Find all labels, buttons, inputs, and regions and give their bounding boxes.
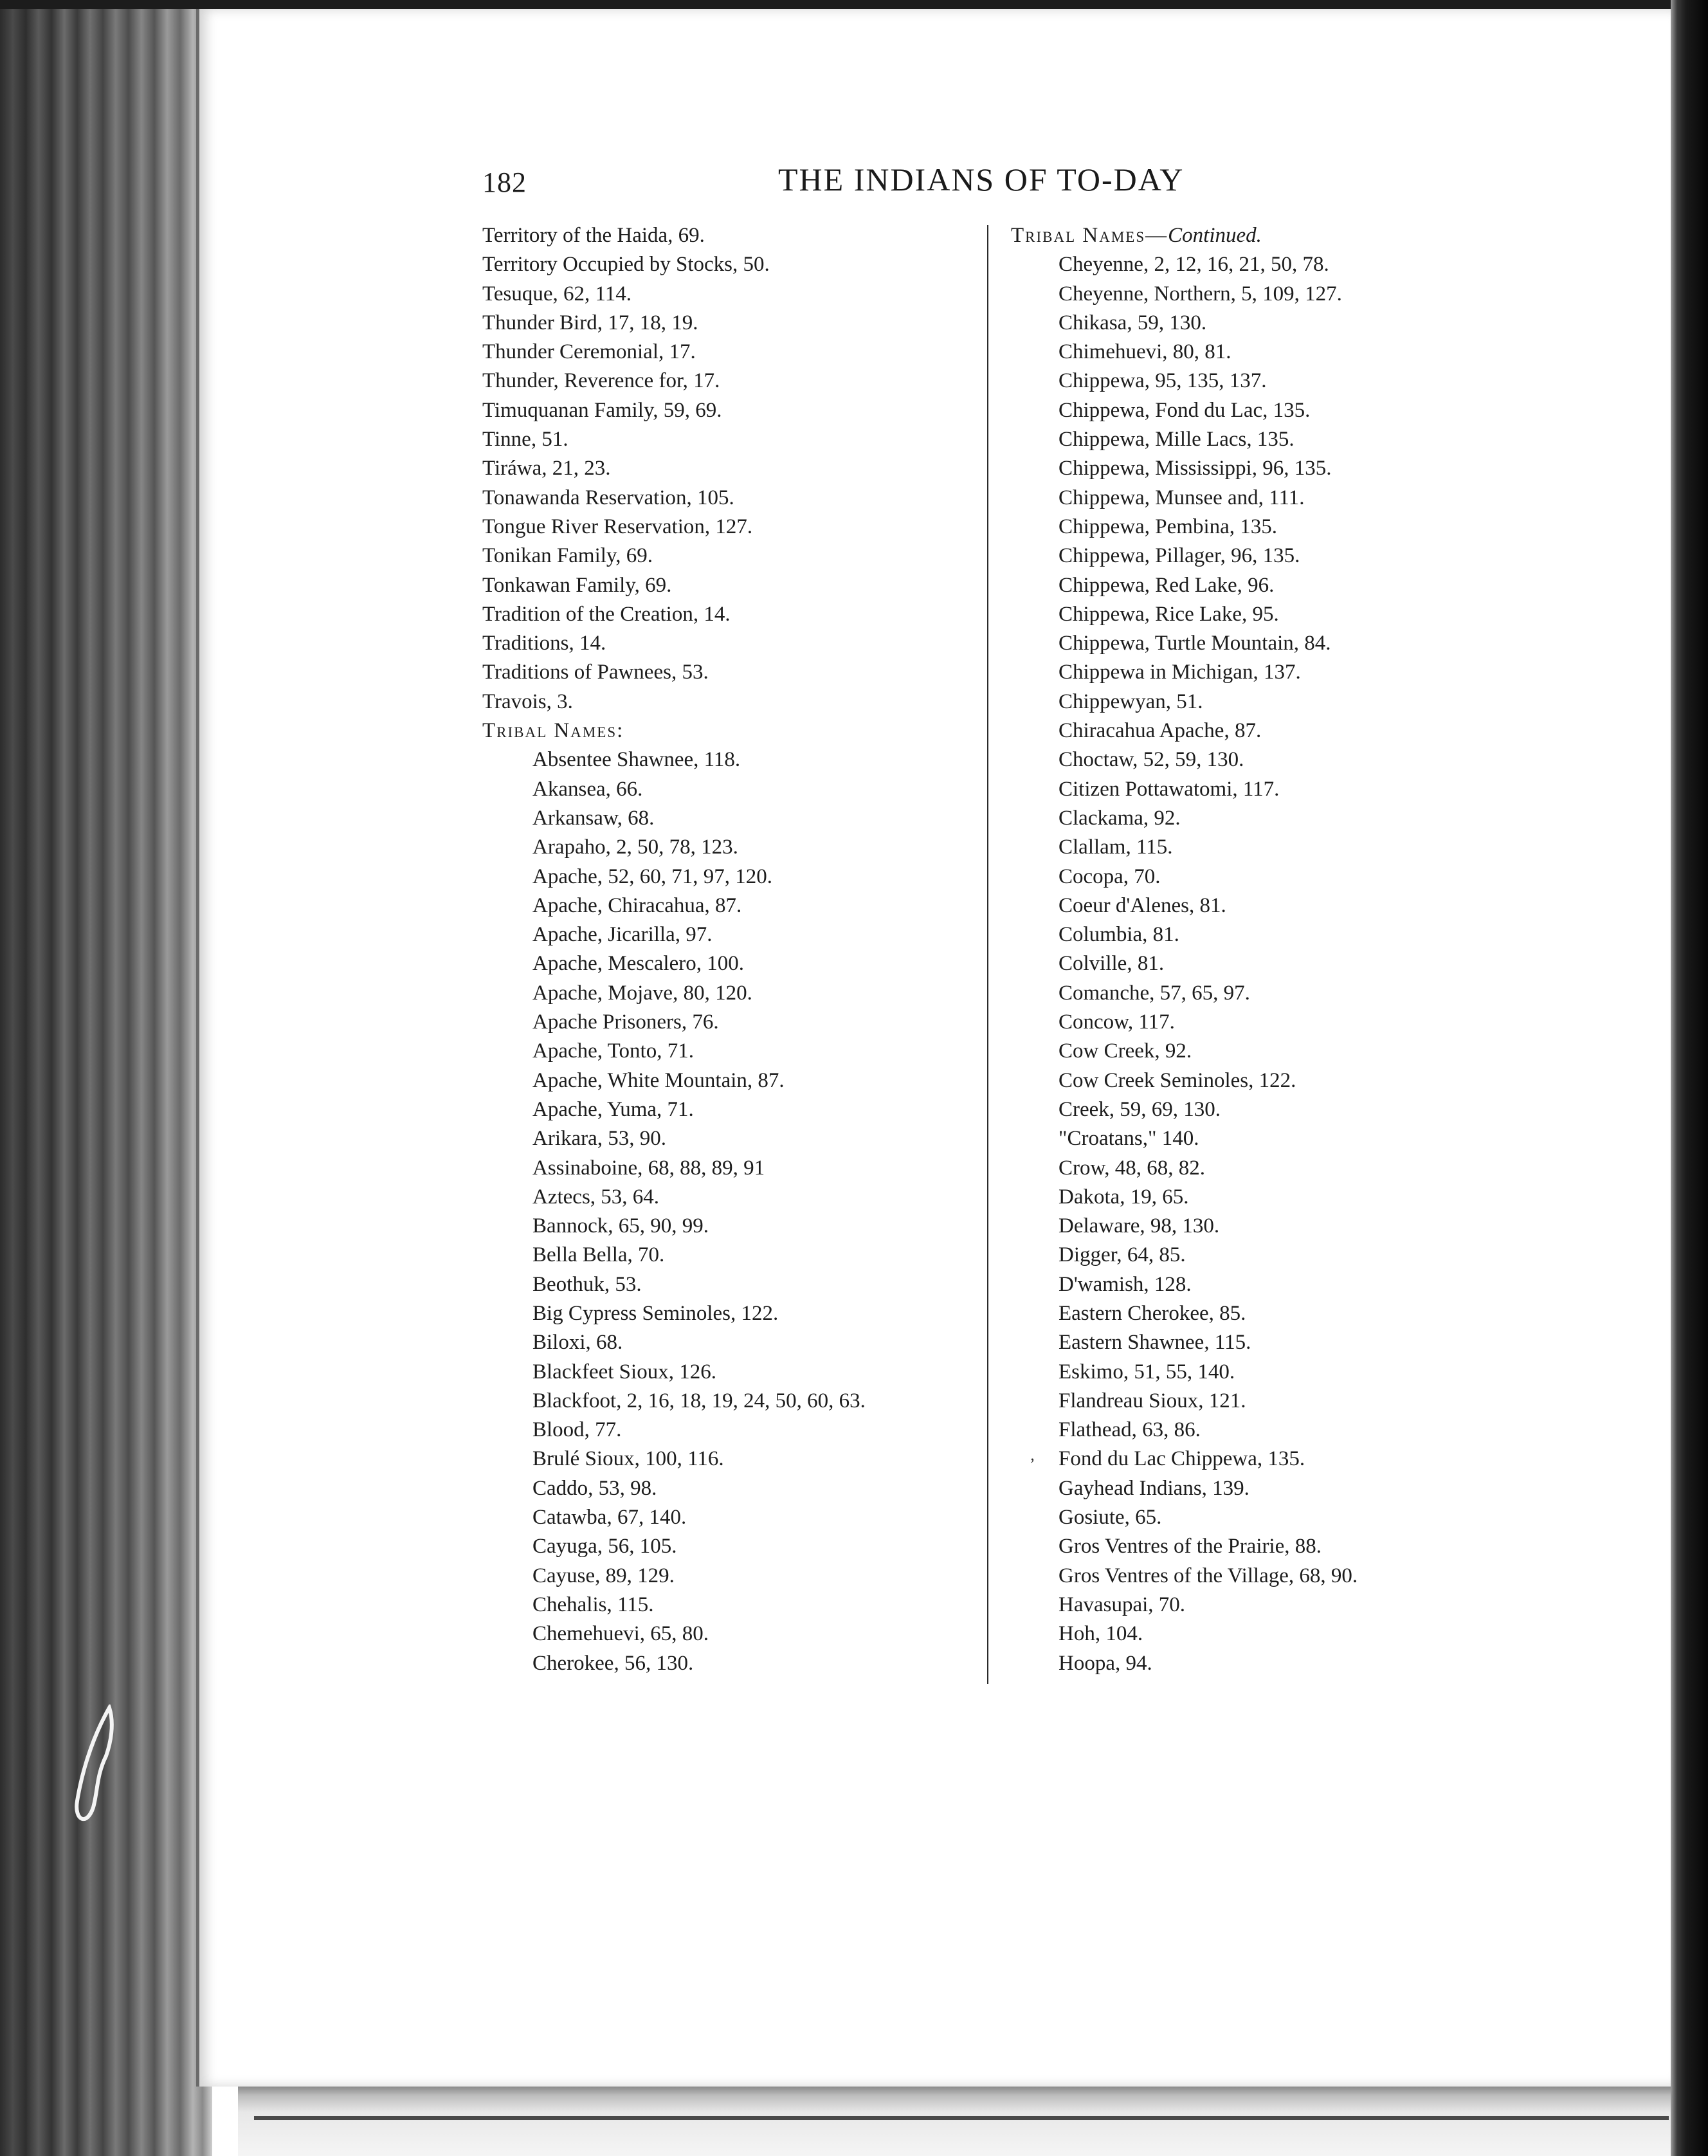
index-sub-entry: Apache, Mescalero, 100. — [532, 952, 744, 976]
index-sub-entry: Gros Ventres of the Prairie, 88. — [1058, 1535, 1322, 1558]
index-entry: Traditions, 14. — [482, 632, 606, 655]
index-entry: Timuquanan Family, 59, 69. — [482, 398, 722, 422]
index-sub-entry: Choctaw, 52, 59, 130. — [1058, 748, 1244, 772]
index-sub-entry: Flandreau Sioux, 121. — [1058, 1389, 1246, 1412]
section-heading-continued — [1011, 221, 1500, 250]
index-sub-entry: Gayhead Indians, 139. — [1058, 1476, 1249, 1500]
index-sub-entry: Apache, 52, 60, 71, 97, 120. — [532, 864, 773, 888]
index-sub-entry: Chikasa, 59, 130. — [1058, 311, 1207, 334]
index-sub-entry: Chippewa, Mille Lacs, 135. — [1058, 428, 1295, 452]
index-column-left — [482, 221, 984, 1678]
index-sub-entry: Comanche, 57, 65, 97. — [1058, 981, 1250, 1005]
index-sub-entry: Chippewa, Fond du Lac, 135. — [1058, 398, 1311, 422]
index-sub-entry: Bannock, 65, 90, 99. — [532, 1214, 709, 1238]
page-bottom-edge — [238, 2087, 1671, 2156]
index-sub-entry: Apache, Jicarilla, 97. — [532, 923, 713, 947]
index-sub-entry: Columbia, 81. — [1058, 923, 1179, 947]
index-sub-entry: Eastern Shawnee, 115. — [1058, 1331, 1251, 1355]
index-sub-entry: D'wamish, 128. — [1058, 1272, 1192, 1296]
index-sub-entry: Cow Creek Seminoles, 122. — [1058, 1068, 1296, 1092]
index-entry: Territory Occupied by Stocks, 50. — [482, 253, 770, 277]
index-sub-entry: Apache, Yuma, 71. — [532, 1097, 694, 1121]
index-sub-entry: Apache, White Mountain, 87. — [532, 1068, 785, 1092]
index-sub-entry: Chippewa, Red Lake, 96. — [1058, 573, 1275, 597]
index-sub-entry: Chippewa, Munsee and, 111. — [1058, 486, 1305, 509]
index-sub-entry: Flathead, 63, 86. — [1058, 1418, 1201, 1442]
index-sub-entry: Catawba, 67, 140. — [532, 1506, 687, 1530]
index-sub-entry: Chippewa, Mississippi, 96, 135. — [1058, 457, 1332, 480]
index-sub-entry: Absentee Shawnee, 118. — [532, 748, 741, 772]
index-sub-entry: Chippewa, 95, 135, 137. — [1058, 369, 1267, 393]
index-sub-entry: Bella Bella, 70. — [532, 1243, 665, 1267]
index-sub-entry: Fond du Lac Chippewa, 135. — [1058, 1447, 1305, 1471]
index-sub-entry: Cayuse, 89, 129. — [532, 1564, 675, 1587]
index-sub-entry: Aztecs, 53, 64. — [532, 1185, 660, 1209]
index-sub-entry: Digger, 64, 85. — [1058, 1243, 1186, 1267]
index-sub-entry: Chippewa, Pillager, 96, 135. — [1058, 544, 1300, 568]
index-sub-entry: Apache, Mojave, 80, 120. — [532, 981, 752, 1005]
index-sub-entry: Cheyenne, Northern, 5, 109, 127. — [1058, 282, 1342, 306]
index-entry: Thunder Bird, 17, 18, 19. — [482, 311, 698, 334]
index-sub-entry: Arikara, 53, 90. — [532, 1127, 667, 1151]
index-entry: Traditions of Pawnees, 53. — [482, 661, 709, 684]
index-sub-entry: Caddo, 53, 98. — [532, 1476, 657, 1500]
index-sub-entry: Blackfeet Sioux, 126. — [532, 1360, 716, 1384]
page-bottom-line — [254, 2116, 1669, 2120]
index-sub-entry: Dakota, 19, 65. — [1058, 1185, 1189, 1209]
index-sub-entry: Arkansaw, 68. — [532, 806, 655, 830]
section-heading-tribal-names: Tribal Names: — [482, 719, 624, 743]
index-entry: Territory of the Haida, 69. — [482, 224, 705, 247]
index-sub-entry: Akansea, 66. — [532, 777, 643, 801]
index-sub-entry: Colville, 81. — [1058, 952, 1165, 976]
index-sub-entry: Blood, 77. — [532, 1418, 622, 1442]
index-sub-entry: Chippewa, Pembina, 135. — [1058, 515, 1278, 538]
index-entry: Tradition of the Creation, 14. — [482, 602, 731, 626]
index-entry: Thunder Ceremonial, 17. — [482, 340, 696, 364]
column-divider — [987, 225, 988, 1684]
index-sub-entry: Big Cypress Seminoles, 122. — [532, 1301, 779, 1325]
index-sub-entry: Clackama, 92. — [1058, 806, 1181, 830]
index-sub-entry: Cheyenne, 2, 12, 16, 21, 50, 78. — [1058, 253, 1329, 277]
stray-tick-mark: ʼ — [1030, 1455, 1035, 1474]
index-sub-entry: Chimehuevi, 80, 81. — [1058, 340, 1231, 364]
index-entry: Tesuque, 62, 114. — [482, 282, 632, 306]
index-sub-entry: Cayuga, 56, 105. — [532, 1535, 677, 1558]
index-sub-entry: Cherokee, 56, 130. — [532, 1651, 694, 1675]
index-sub-entry: Havasupai, 70. — [1058, 1593, 1186, 1616]
index-sub-entry: Apache, Tonto, 71. — [532, 1039, 694, 1063]
heading-main: Tribal Names— — [1011, 224, 1168, 247]
index-sub-entry: Chippewyan, 51. — [1058, 690, 1203, 713]
index-sub-entry: Citizen Pottawatomi, 117. — [1058, 777, 1280, 801]
index-sub-entry: Assinaboine, 68, 88, 89, 91 — [532, 1156, 765, 1180]
scan-top-border — [0, 0, 1708, 9]
index-entry: Tongue River Reservation, 127. — [482, 515, 753, 538]
heading-continued-label: Continued. — [1168, 224, 1262, 247]
index-sub-entry: Coeur d'Alenes, 81. — [1058, 893, 1226, 917]
index-sub-entry: Chippewa, Turtle Mountain, 84. — [1058, 632, 1331, 655]
index-sub-entry: Blackfoot, 2, 16, 18, 19, 24, 50, 60, 63. — [532, 1389, 866, 1412]
index-entry: Tonawanda Reservation, 105. — [482, 486, 734, 509]
scan-right-border — [1671, 0, 1708, 2156]
pencil-mark — [58, 1704, 135, 1833]
index-sub-entry: Creek, 59, 69, 130. — [1058, 1097, 1221, 1121]
index-sub-entry: "Croatans," 140. — [1058, 1127, 1199, 1151]
index-sub-entry: Cocopa, 70. — [1058, 864, 1161, 888]
index-sub-entry: Cow Creek, 92. — [1058, 1039, 1192, 1063]
running-head — [482, 161, 1209, 212]
index-sub-entry: Apache Prisoners, 76. — [532, 1010, 719, 1034]
index-sub-entry: Chiracahua Apache, 87. — [1058, 719, 1262, 743]
book-title: THE INDIANS OF TO-DAY — [778, 161, 1185, 197]
index-sub-entry: Beothuk, 53. — [532, 1272, 642, 1296]
index-sub-entry: Gosiute, 65. — [1058, 1506, 1162, 1530]
index-sub-entry: Eastern Cherokee, 85. — [1058, 1301, 1246, 1325]
index-entry: Tinne, 51. — [482, 428, 568, 452]
index-entry: Tiráwa, 21, 23. — [482, 457, 611, 480]
index-sub-entry: Chemehuevi, 65, 80. — [532, 1622, 709, 1646]
index-sub-entry: Arapaho, 2, 50, 78, 123. — [532, 836, 738, 859]
index-entry: Thunder, Reverence for, 17. — [482, 369, 720, 393]
index-sub-entry: Biloxi, 68. — [532, 1331, 623, 1355]
page-number: 182 — [482, 167, 527, 198]
index-entry: Tonkawan Family, 69. — [482, 573, 672, 597]
index-sub-entry: Chehalis, 115. — [532, 1593, 654, 1616]
index-entry: Travois, 3. — [482, 690, 573, 713]
index-sub-entry: Apache, Chiracahua, 87. — [532, 893, 742, 917]
index-sub-entry: Crow, 48, 68, 82. — [1058, 1156, 1205, 1180]
index-sub-entry: Gros Ventres of the Village, 68, 90. — [1058, 1564, 1358, 1587]
index-column-right — [1011, 221, 1500, 1678]
index-sub-entry: Chippewa in Michigan, 137. — [1058, 661, 1301, 684]
index-sub-entry: Chippewa, Rice Lake, 95. — [1058, 602, 1279, 626]
index-entry: Tonikan Family, 69. — [482, 544, 653, 568]
index-sub-entry: Concow, 117. — [1058, 1010, 1175, 1034]
index-sub-entry: Hoh, 104. — [1058, 1622, 1143, 1646]
index-sub-entry: Brulé Sioux, 100, 116. — [532, 1447, 724, 1471]
index-sub-entry: Delaware, 98, 130. — [1058, 1214, 1220, 1238]
index-sub-entry: Clallam, 115. — [1058, 836, 1173, 859]
index-sub-entry: Eskimo, 51, 55, 140. — [1058, 1360, 1235, 1384]
index-sub-entry: Hoopa, 94. — [1058, 1651, 1152, 1675]
